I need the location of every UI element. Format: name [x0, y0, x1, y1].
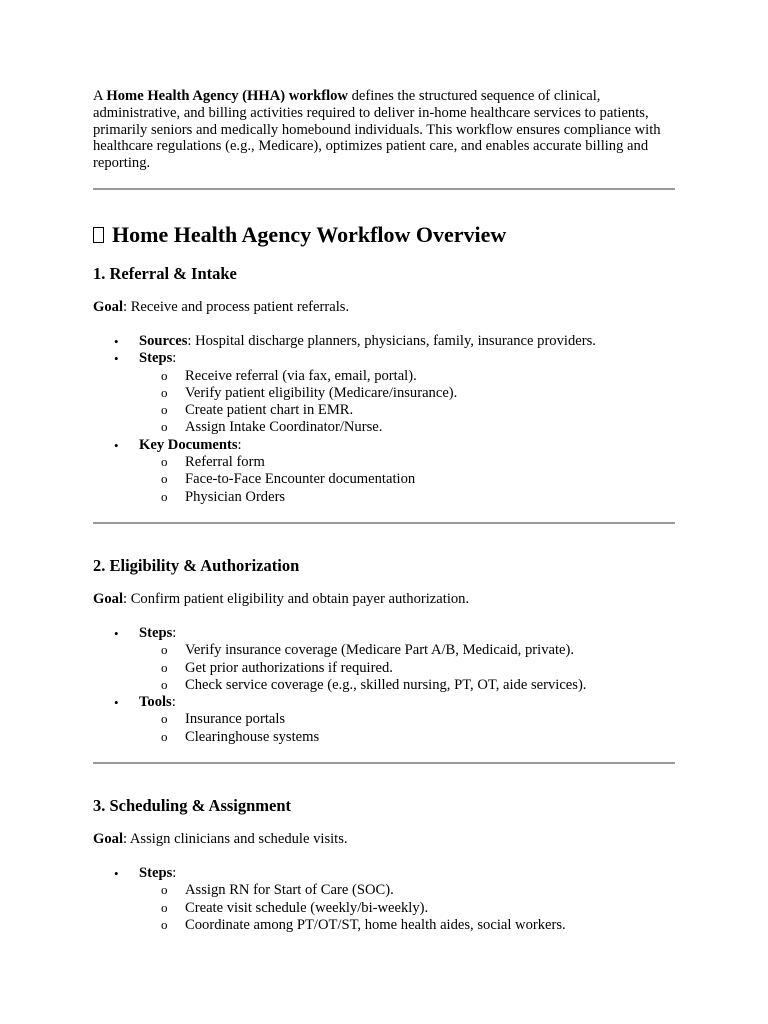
section-goal — [93, 591, 675, 608]
list-item — [93, 865, 675, 934]
sub-list — [139, 642, 675, 694]
sub-list-item: o Create visit schedule (weekly/bi-weekly). — [139, 900, 675, 917]
sub-list — [139, 368, 675, 437]
item-label: Tools — [139, 694, 172, 711]
item-label: Steps — [139, 865, 173, 882]
intro-lead: A — [93, 88, 107, 104]
page-title-text: Home Health Agency Workflow Overview — [112, 221, 507, 247]
divider — [93, 188, 675, 190]
item-text: : — [171, 694, 176, 711]
section-heading-referral-intake: 1. Referral & Intake — [93, 263, 237, 283]
sub-list-item: o Get prior authorizations if required. — [139, 660, 675, 677]
bullet-list — [93, 865, 675, 934]
divider — [93, 762, 675, 764]
sub-list-item: o Check service coverage (e.g., skilled nursing, PT, OT, aide services). — [139, 677, 675, 694]
goal-label: Goal — [93, 831, 123, 848]
item-text: : — [237, 436, 242, 453]
sub-list-item: o Physician Orders — [139, 489, 675, 506]
intro-rest: defines the structured sequence of clinical, administrative, and billing activities required to deliver in-home healthcare services to patients, primarily seniors and medically homebound individuals. This workflow ensures compliance with healthcare regulations (e.g., Medicare), optimizes patient care, and enables accurate billing and reporting. — [93, 88, 661, 172]
document-page — [93, 88, 675, 934]
goal-text: : Assign clinicians and schedule visits. — [123, 831, 348, 848]
goal-label: Goal — [93, 590, 123, 607]
section-goal — [93, 299, 675, 316]
sub-list — [139, 711, 675, 746]
sub-list — [139, 454, 675, 506]
item-label: Steps — [139, 350, 173, 367]
divider — [93, 522, 675, 524]
item-label: Key Documents — [139, 436, 238, 453]
sub-list-item: o Assign Intake Coordinator/Nurse. — [139, 419, 675, 436]
sub-list-item: o Face-to-Face Encounter documentation — [139, 471, 675, 488]
intro-paragraph — [93, 88, 675, 172]
section-heading-eligibility-authorization: 2. Eligibility & Authorization — [93, 555, 300, 575]
sub-list-item: o Verify insurance coverage (Medicare Part A/B, Medicaid, private). — [139, 642, 675, 659]
list-item — [93, 333, 675, 350]
intro-bold-term: Home Health Agency (HHA) workflow — [106, 88, 348, 104]
sub-list — [139, 882, 675, 934]
item-label: Sources — [139, 332, 188, 349]
goal-label: Goal — [93, 298, 123, 315]
item-text: : — [172, 865, 177, 882]
sub-list-item: o Assign RN for Start of Care (SOC). — [139, 882, 675, 899]
sub-list-item: o Create patient chart in EMR. — [139, 402, 675, 419]
bullet-list — [93, 333, 675, 506]
item-label: Steps — [139, 624, 173, 641]
item-text: : — [172, 624, 177, 641]
missing-glyph-icon — [93, 227, 104, 243]
list-item — [93, 437, 675, 506]
item-text: : Hospital discharge planners, physicians, family, insurance providers. — [187, 332, 596, 349]
sub-list-item: o Insurance portals — [139, 711, 675, 728]
list-item — [93, 350, 675, 436]
sub-list-item: o Receive referral (via fax, email, portal). — [139, 368, 675, 385]
section-goal — [93, 831, 675, 848]
item-text: : — [172, 350, 177, 367]
list-item — [93, 625, 675, 694]
section-heading-scheduling-assignment: 3. Scheduling & Assignment — [93, 796, 292, 816]
goal-text: : Receive and process patient referrals. — [123, 298, 350, 315]
goal-text: : Confirm patient eligibility and obtain payer authorization. — [123, 590, 470, 607]
sub-list-item: o Clearinghouse systems — [139, 729, 675, 746]
sub-list-item: o Verify patient eligibility (Medicare/insurance). — [139, 385, 675, 402]
list-item — [93, 694, 675, 746]
page-title — [93, 222, 675, 248]
bullet-list — [93, 625, 675, 746]
sub-list-item: o Referral form — [139, 454, 675, 471]
sub-list-item: o Coordinate among PT/OT/ST, home health aides, social workers. — [139, 917, 675, 934]
